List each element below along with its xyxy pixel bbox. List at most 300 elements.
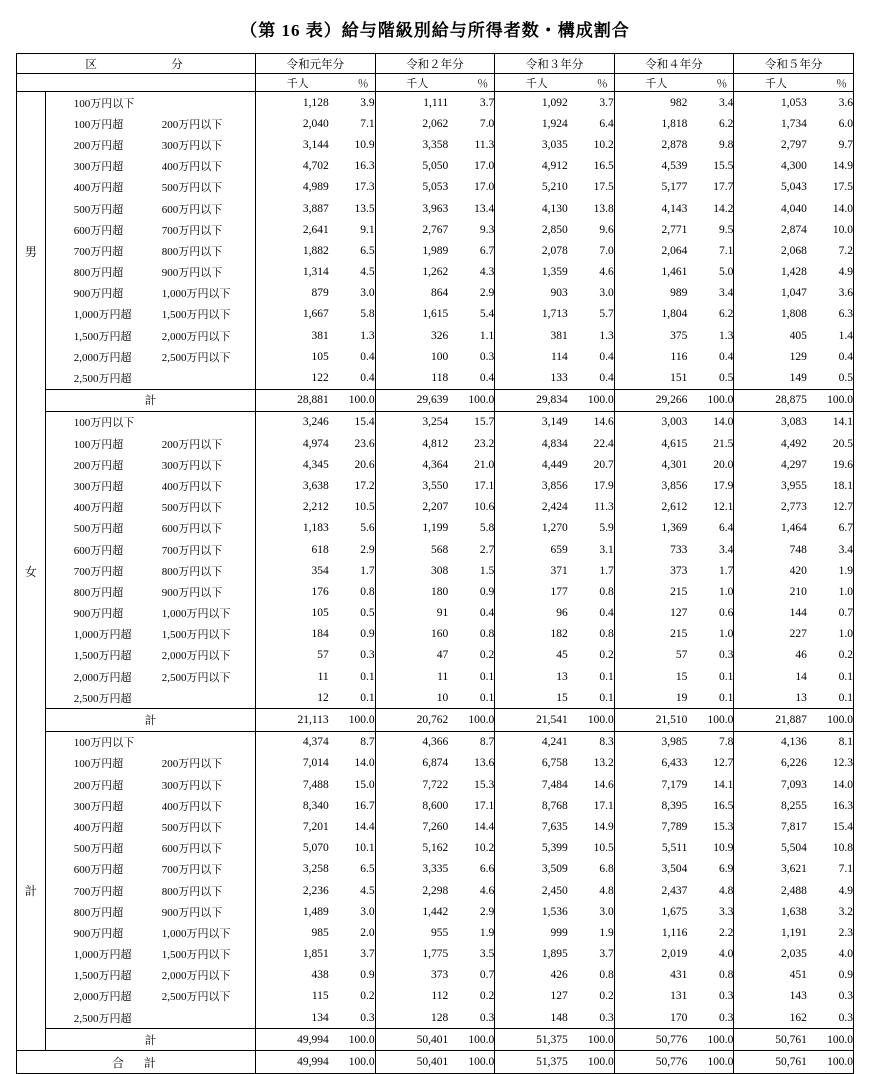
cell-amount: 143 bbox=[734, 986, 807, 1007]
cell-percent: 14.1 bbox=[713, 778, 734, 791]
cell-percent: 0.1 bbox=[360, 691, 375, 704]
header-unit-blank bbox=[17, 74, 256, 92]
cell-amount: 373 bbox=[375, 965, 448, 986]
page-title: （第 16 表）給与階級別給与所得者数・構成割合 bbox=[240, 21, 630, 40]
cell-percent: 12.3 bbox=[832, 757, 853, 770]
cell-amount: 4,449 bbox=[495, 454, 568, 475]
row-label: 2,000万円超 2,500万円以下 bbox=[45, 666, 255, 687]
cell-amount: 438 bbox=[256, 965, 329, 986]
cell-percent: 5.0 bbox=[718, 266, 734, 279]
cell-percent: 1.3 bbox=[718, 329, 734, 342]
cell-percent: 5.4 bbox=[479, 308, 495, 321]
cell-percent: 0.3 bbox=[718, 1011, 734, 1024]
cell-percent: 6.7 bbox=[479, 244, 495, 257]
cell-amount: 451 bbox=[734, 965, 807, 986]
row-label: 400万円超 500万円以下 bbox=[45, 177, 255, 198]
section-total-row bbox=[17, 389, 854, 411]
row-label: 700万円超 800万円以下 bbox=[45, 880, 255, 901]
cell-percent: 5.7 bbox=[599, 308, 614, 321]
cell-amount: 10 bbox=[375, 687, 448, 709]
table-row bbox=[17, 304, 854, 325]
cell-percent: 1.7 bbox=[599, 564, 614, 577]
cell-total-percent: 100.0 bbox=[687, 389, 733, 411]
cell-total-amount: 49,994 bbox=[256, 1029, 329, 1051]
cell-amount: 2,062 bbox=[375, 113, 448, 134]
cell-amount: 131 bbox=[614, 986, 687, 1007]
cell-percent: 15.7 bbox=[474, 416, 495, 429]
cell-total-percent: 100.0 bbox=[807, 709, 854, 731]
cell-amount: 5,399 bbox=[495, 838, 568, 859]
cell-percent: 0.4 bbox=[479, 372, 495, 385]
cell-percent: 0.5 bbox=[360, 607, 375, 620]
cell-amount: 3,887 bbox=[256, 198, 329, 219]
section-total-label: 計 bbox=[45, 709, 255, 731]
cell-total-amount: 50,776 bbox=[614, 1029, 687, 1051]
row-label: 1,500万円超 2,000万円以下 bbox=[45, 325, 255, 346]
cell-percent: 17.1 bbox=[474, 479, 495, 492]
cell-amount: 144 bbox=[734, 603, 807, 624]
row-label: 2,500万円超 bbox=[45, 687, 255, 709]
cell-percent: 0.1 bbox=[479, 670, 495, 683]
cell-amount: 864 bbox=[375, 283, 448, 304]
cell-total-percent: 100.0 bbox=[568, 389, 614, 411]
cell-percent: 17.0 bbox=[474, 181, 495, 194]
row-label: 500万円超 600万円以下 bbox=[45, 198, 255, 219]
cell-total-percent: 100.0 bbox=[448, 389, 494, 411]
row-label: 900万円超 1,000万円以下 bbox=[45, 283, 255, 304]
cell-amount: 1,191 bbox=[734, 922, 807, 943]
cell-percent: 4.6 bbox=[479, 884, 495, 897]
cell-amount: 999 bbox=[495, 922, 568, 943]
cell-percent: 20.6 bbox=[354, 458, 375, 471]
cell-amount: 2,236 bbox=[256, 880, 329, 901]
cell-amount: 985 bbox=[256, 922, 329, 943]
cell-percent: 7.1 bbox=[718, 244, 734, 257]
cell-percent: 6.9 bbox=[718, 863, 734, 876]
cell-percent: 15.5 bbox=[713, 160, 734, 173]
cell-amount: 57 bbox=[614, 645, 687, 666]
cell-amount: 8,340 bbox=[256, 795, 329, 816]
header-unit-pct-3: ％ bbox=[568, 74, 614, 92]
cell-amount: 2,212 bbox=[256, 497, 329, 518]
cell-percent: 10.5 bbox=[354, 501, 375, 514]
cell-amount: 7,722 bbox=[375, 774, 448, 795]
cell-percent: 8.7 bbox=[479, 736, 495, 749]
cell-percent: 0.3 bbox=[360, 1011, 375, 1024]
cell-percent: 0.4 bbox=[360, 372, 375, 385]
cell-percent: 13.8 bbox=[593, 202, 614, 215]
cell-percent: 6.3 bbox=[838, 308, 853, 321]
cell-amount: 2,078 bbox=[495, 240, 568, 261]
cell-percent: 11.3 bbox=[474, 138, 495, 151]
cell-total-amount: 21,887 bbox=[734, 709, 807, 731]
section-total-row bbox=[17, 1029, 854, 1051]
cell-total-percent: 100.0 bbox=[329, 389, 375, 411]
section-total-label: 計 bbox=[45, 389, 255, 411]
header-year-3: 令和３年分 bbox=[495, 54, 615, 74]
cell-total-percent: 100.0 bbox=[448, 709, 494, 731]
cell-amount: 426 bbox=[495, 965, 568, 986]
cell-total-amount: 28,881 bbox=[256, 389, 329, 411]
cell-amount: 8,600 bbox=[375, 795, 448, 816]
cell-amount: 5,210 bbox=[495, 177, 568, 198]
cell-amount: 5,053 bbox=[375, 177, 448, 198]
cell-percent: 0.4 bbox=[838, 350, 853, 363]
cell-percent: 7.0 bbox=[479, 117, 495, 130]
cell-amount: 7,635 bbox=[495, 816, 568, 837]
cell-total-percent: 100.0 bbox=[568, 709, 614, 731]
cell-percent: 1.9 bbox=[838, 564, 853, 577]
cell-percent: 10.9 bbox=[713, 842, 734, 855]
cell-percent: 6.7 bbox=[838, 522, 853, 535]
cell-percent: 17.5 bbox=[832, 181, 853, 194]
row-label: 900万円超 1,000万円以下 bbox=[45, 603, 255, 624]
row-label: 2,000万円超 2,500万円以下 bbox=[45, 346, 255, 367]
cell-percent: 0.8 bbox=[599, 969, 614, 982]
cell-percent: 1.4 bbox=[838, 329, 853, 342]
cell-amount: 4,989 bbox=[256, 177, 329, 198]
cell-amount: 982 bbox=[614, 92, 687, 114]
cell-percent: 0.4 bbox=[479, 607, 495, 620]
table-row bbox=[17, 367, 854, 389]
cell-amount: 134 bbox=[256, 1007, 329, 1029]
cell-percent: 9.3 bbox=[479, 223, 495, 236]
cell-amount: 5,504 bbox=[734, 838, 807, 859]
cell-amount: 3,144 bbox=[256, 134, 329, 155]
cell-percent: 7.0 bbox=[599, 244, 614, 257]
cell-amount: 15 bbox=[495, 687, 568, 709]
table-row bbox=[17, 475, 854, 496]
cell-amount: 3,003 bbox=[614, 411, 687, 433]
cell-amount: 105 bbox=[256, 603, 329, 624]
cell-amount: 2,437 bbox=[614, 880, 687, 901]
cell-amount: 308 bbox=[375, 560, 448, 581]
cell-amount: 3,985 bbox=[614, 731, 687, 753]
cell-percent: 0.1 bbox=[479, 691, 495, 704]
cell-amount: 1,183 bbox=[256, 518, 329, 539]
cell-percent: 10.1 bbox=[354, 842, 375, 855]
cell-amount: 176 bbox=[256, 581, 329, 602]
table-row bbox=[17, 518, 854, 539]
row-label: 600万円超 700万円以下 bbox=[45, 539, 255, 560]
cell-amount: 46 bbox=[734, 645, 807, 666]
cell-grand-amount: 50,761 bbox=[734, 1051, 807, 1073]
cell-percent: 18.1 bbox=[832, 479, 853, 492]
table-header-years bbox=[17, 54, 854, 74]
cell-amount: 128 bbox=[375, 1007, 448, 1029]
cell-amount: 2,874 bbox=[734, 219, 807, 240]
cell-percent: 1.3 bbox=[360, 329, 375, 342]
cell-amount: 1,489 bbox=[256, 901, 329, 922]
cell-amount: 2,641 bbox=[256, 219, 329, 240]
cell-amount: 1,262 bbox=[375, 262, 448, 283]
cell-amount: 4,812 bbox=[375, 433, 448, 454]
cell-percent: 1.0 bbox=[838, 585, 853, 598]
cell-percent: 6.2 bbox=[718, 117, 734, 130]
cell-percent: 4.5 bbox=[360, 884, 375, 897]
cell-amount: 1,053 bbox=[734, 92, 807, 114]
cell-percent: 0.1 bbox=[718, 691, 734, 704]
cell-percent: 0.2 bbox=[479, 649, 495, 662]
cell-amount: 1,442 bbox=[375, 901, 448, 922]
cell-amount: 1,461 bbox=[614, 262, 687, 283]
cell-percent: 1.7 bbox=[718, 564, 734, 577]
cell-amount: 371 bbox=[495, 560, 568, 581]
section-total-label: 計 bbox=[45, 1029, 255, 1051]
cell-percent: 11.3 bbox=[594, 501, 614, 514]
cell-percent: 0.6 bbox=[718, 607, 734, 620]
cell-percent: 0.3 bbox=[360, 649, 375, 662]
cell-percent: 12.1 bbox=[713, 501, 734, 514]
header-unit-amount-3: 千人 bbox=[495, 74, 568, 92]
table-row bbox=[17, 198, 854, 219]
cell-percent: 0.8 bbox=[479, 628, 495, 641]
cell-amount: 129 bbox=[734, 346, 807, 367]
cell-percent: 10.0 bbox=[832, 223, 853, 236]
row-label: 800万円超 900万円以下 bbox=[45, 262, 255, 283]
cell-amount: 12 bbox=[256, 687, 329, 709]
row-label: 1,500万円超 2,000万円以下 bbox=[45, 645, 255, 666]
cell-percent: 9.8 bbox=[718, 138, 734, 151]
cell-amount: 6,758 bbox=[495, 753, 568, 774]
cell-amount: 5,050 bbox=[375, 156, 448, 177]
cell-total-amount: 20,762 bbox=[375, 709, 448, 731]
table-row bbox=[17, 283, 854, 304]
row-label: 700万円超 800万円以下 bbox=[45, 240, 255, 261]
table-row bbox=[17, 753, 854, 774]
cell-amount: 148 bbox=[495, 1007, 568, 1029]
cell-percent: 3.4 bbox=[718, 96, 734, 109]
cell-amount: 4,615 bbox=[614, 433, 687, 454]
cell-amount: 7,179 bbox=[614, 774, 687, 795]
header-unit-amount-1: 千人 bbox=[256, 74, 329, 92]
cell-amount: 7,817 bbox=[734, 816, 807, 837]
cell-amount: 3,258 bbox=[256, 859, 329, 880]
section-label-1: 男 bbox=[17, 92, 46, 412]
cell-percent: 1.1 bbox=[479, 329, 495, 342]
header-unit-amount-4: 千人 bbox=[614, 74, 687, 92]
cell-amount: 1,713 bbox=[495, 304, 568, 325]
cell-amount: 4,366 bbox=[375, 731, 448, 753]
cell-percent: 4.0 bbox=[718, 948, 734, 961]
row-label: 300万円超 400万円以下 bbox=[45, 475, 255, 496]
table-row bbox=[17, 411, 854, 433]
cell-amount: 2,019 bbox=[614, 944, 687, 965]
cell-amount: 989 bbox=[614, 283, 687, 304]
cell-percent: 6.8 bbox=[599, 863, 614, 876]
cell-amount: 2,488 bbox=[734, 880, 807, 901]
cell-amount: 3,856 bbox=[614, 475, 687, 496]
row-label: 800万円超 900万円以下 bbox=[45, 901, 255, 922]
table-row bbox=[17, 581, 854, 602]
cell-percent: 6.4 bbox=[718, 522, 734, 535]
cell-percent: 0.5 bbox=[838, 372, 853, 385]
cell-percent: 3.6 bbox=[838, 96, 853, 109]
cell-amount: 5,070 bbox=[256, 838, 329, 859]
section-label-2: 女 bbox=[17, 411, 46, 731]
cell-percent: 17.1 bbox=[593, 799, 614, 812]
cell-percent: 5.6 bbox=[360, 522, 375, 535]
cell-total-amount: 51,375 bbox=[495, 1029, 568, 1051]
cell-amount: 7,260 bbox=[375, 816, 448, 837]
cell-amount: 4,040 bbox=[734, 198, 807, 219]
cell-amount: 2,771 bbox=[614, 219, 687, 240]
cell-percent: 0.4 bbox=[599, 350, 614, 363]
cell-amount: 96 bbox=[495, 603, 568, 624]
cell-percent: 17.2 bbox=[354, 479, 375, 492]
table-row bbox=[17, 454, 854, 475]
cell-percent: 9.1 bbox=[360, 223, 375, 236]
cell-amount: 4,539 bbox=[614, 156, 687, 177]
cell-percent: 3.4 bbox=[838, 543, 853, 556]
row-label: 2,000万円超 2,500万円以下 bbox=[45, 986, 255, 1007]
cell-percent: 0.4 bbox=[718, 350, 734, 363]
cell-amount: 182 bbox=[495, 624, 568, 645]
cell-grand-percent: 100.0 bbox=[568, 1051, 614, 1073]
cell-amount: 3,550 bbox=[375, 475, 448, 496]
cell-percent: 17.7 bbox=[713, 181, 734, 194]
cell-percent: 3.7 bbox=[599, 948, 614, 961]
cell-amount: 3,035 bbox=[495, 134, 568, 155]
table-row bbox=[17, 880, 854, 901]
cell-percent: 22.4 bbox=[593, 437, 614, 450]
cell-amount: 381 bbox=[256, 325, 329, 346]
cell-amount: 133 bbox=[495, 367, 568, 389]
cell-amount: 381 bbox=[495, 325, 568, 346]
cell-total-percent: 100.0 bbox=[329, 1029, 375, 1051]
cell-amount: 1,116 bbox=[614, 922, 687, 943]
cell-percent: 3.1 bbox=[599, 543, 614, 556]
row-label: 100万円超 200万円以下 bbox=[45, 113, 255, 134]
table-row bbox=[17, 177, 854, 198]
cell-percent: 5.8 bbox=[360, 308, 375, 321]
cell-percent: 2.2 bbox=[718, 926, 734, 939]
cell-amount: 160 bbox=[375, 624, 448, 645]
cell-amount: 420 bbox=[734, 560, 807, 581]
row-label: 200万円超 300万円以下 bbox=[45, 454, 255, 475]
cell-amount: 227 bbox=[734, 624, 807, 645]
cell-amount: 2,064 bbox=[614, 240, 687, 261]
cell-percent: 17.3 bbox=[354, 181, 375, 194]
cell-percent: 6.4 bbox=[599, 117, 614, 130]
cell-percent: 1.7 bbox=[360, 564, 375, 577]
cell-amount: 4,143 bbox=[614, 198, 687, 219]
cell-percent: 2.9 bbox=[479, 287, 495, 300]
table-row bbox=[17, 134, 854, 155]
cell-percent: 14.4 bbox=[354, 820, 375, 833]
cell-percent: 0.5 bbox=[718, 372, 734, 385]
cell-percent: 12.7 bbox=[713, 757, 734, 770]
cell-percent: 14.2 bbox=[713, 202, 734, 215]
cell-percent: 8.7 bbox=[360, 736, 375, 749]
cell-amount: 1,989 bbox=[375, 240, 448, 261]
table-row bbox=[17, 346, 854, 367]
cell-percent: 4.5 bbox=[360, 266, 375, 279]
cell-percent: 4.8 bbox=[718, 884, 734, 897]
cell-total-percent: 100.0 bbox=[329, 709, 375, 731]
row-label: 900万円超 1,000万円以下 bbox=[45, 922, 255, 943]
table-body bbox=[17, 54, 854, 1074]
cell-percent: 16.5 bbox=[593, 160, 614, 173]
cell-amount: 4,834 bbox=[495, 433, 568, 454]
cell-amount: 1,092 bbox=[495, 92, 568, 114]
cell-percent: 3.4 bbox=[718, 543, 734, 556]
cell-percent: 10.9 bbox=[354, 138, 375, 151]
cell-amount: 45 bbox=[495, 645, 568, 666]
cell-amount: 215 bbox=[614, 624, 687, 645]
table-row bbox=[17, 666, 854, 687]
cell-percent: 3.2 bbox=[838, 905, 853, 918]
cell-percent: 0.8 bbox=[599, 628, 614, 641]
cell-amount: 3,621 bbox=[734, 859, 807, 880]
cell-amount: 3,358 bbox=[375, 134, 448, 155]
table-row bbox=[17, 645, 854, 666]
section-label-3: 計 bbox=[17, 731, 46, 1051]
cell-percent: 15.4 bbox=[354, 416, 375, 429]
cell-amount: 1,804 bbox=[614, 304, 687, 325]
cell-percent: 6.2 bbox=[718, 308, 734, 321]
cell-amount: 7,014 bbox=[256, 753, 329, 774]
cell-amount: 2,612 bbox=[614, 497, 687, 518]
cell-total-percent: 100.0 bbox=[807, 389, 854, 411]
cell-percent: 0.8 bbox=[599, 585, 614, 598]
cell-amount: 3,638 bbox=[256, 475, 329, 496]
cell-percent: 17.5 bbox=[593, 181, 614, 194]
cell-amount: 3,149 bbox=[495, 411, 568, 433]
cell-amount: 112 bbox=[375, 986, 448, 1007]
table-row bbox=[17, 944, 854, 965]
cell-amount: 2,773 bbox=[734, 497, 807, 518]
cell-percent: 7.1 bbox=[838, 863, 853, 876]
cell-percent: 8.1 bbox=[838, 736, 853, 749]
row-label: 1,000万円超 1,500万円以下 bbox=[45, 624, 255, 645]
cell-percent: 6.5 bbox=[360, 244, 375, 257]
row-label: 500万円超 600万円以下 bbox=[45, 838, 255, 859]
cell-amount: 2,767 bbox=[375, 219, 448, 240]
cell-amount: 2,068 bbox=[734, 240, 807, 261]
table-row bbox=[17, 901, 854, 922]
cell-percent: 14.1 bbox=[832, 416, 853, 429]
cell-percent: 13.4 bbox=[474, 202, 495, 215]
row-label: 2,500万円超 bbox=[45, 1007, 255, 1029]
cell-amount: 122 bbox=[256, 367, 329, 389]
cell-percent: 3.0 bbox=[360, 287, 375, 300]
row-label: 1,500万円超 2,000万円以下 bbox=[45, 965, 255, 986]
cell-percent: 3.4 bbox=[718, 287, 734, 300]
cell-percent: 16.7 bbox=[354, 799, 375, 812]
cell-percent: 1.0 bbox=[718, 585, 734, 598]
cell-amount: 1,882 bbox=[256, 240, 329, 261]
cell-percent: 1.0 bbox=[838, 628, 853, 641]
cell-percent: 7.2 bbox=[838, 244, 853, 257]
cell-amount: 4,345 bbox=[256, 454, 329, 475]
cell-amount: 1,047 bbox=[734, 283, 807, 304]
cell-amount: 1,428 bbox=[734, 262, 807, 283]
cell-percent: 20.7 bbox=[593, 458, 614, 471]
cell-amount: 5,043 bbox=[734, 177, 807, 198]
cell-percent: 14.6 bbox=[593, 416, 614, 429]
cell-amount: 2,207 bbox=[375, 497, 448, 518]
cell-amount: 3,504 bbox=[614, 859, 687, 880]
cell-percent: 3.0 bbox=[599, 905, 614, 918]
cell-amount: 5,177 bbox=[614, 177, 687, 198]
cell-percent: 1.3 bbox=[599, 329, 614, 342]
cell-percent: 3.5 bbox=[479, 948, 495, 961]
cell-percent: 14.0 bbox=[832, 778, 853, 791]
cell-amount: 2,450 bbox=[495, 880, 568, 901]
cell-percent: 4.8 bbox=[599, 884, 614, 897]
cell-percent: 0.9 bbox=[360, 628, 375, 641]
